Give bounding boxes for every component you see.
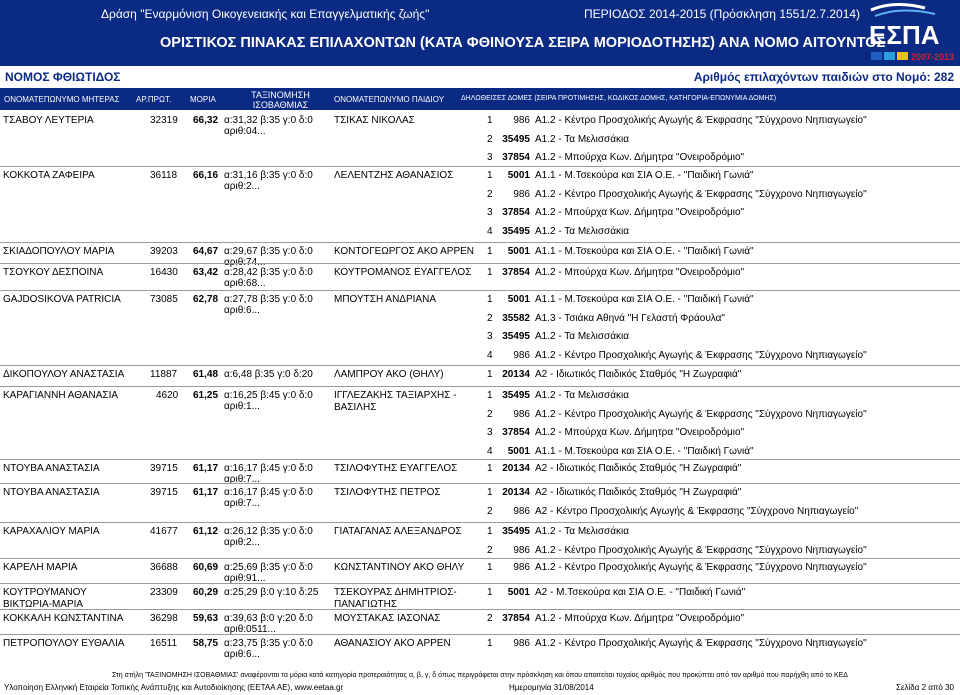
row-divider [0, 263, 960, 264]
pref-order: 1 [487, 390, 493, 401]
mother-name: ΠΕΤΡΟΠΟΥΛΟΥ ΕΥΘΑΛΙΑ [3, 638, 125, 649]
structure-name: Α2 - Ιδιωτικός Παιδικός Σταθμός "Η Ζωγραφιά" [535, 463, 742, 474]
structure-code: 986 [513, 562, 530, 573]
ranking-random: αριθ:0511... [224, 624, 276, 635]
structure-code: 986 [513, 115, 530, 126]
ranking-values: α:16,17 β:45 γ:0 δ:0 [224, 463, 313, 474]
structure-name: Α1.3 - Τσιάκα Αθηνά "Η Γελαστή Φράουλα" [535, 312, 725, 324]
table-header [0, 88, 960, 110]
ranking-random: αριθ:74... [224, 257, 266, 268]
col-child: ΟΝΟΜΑΤΕΠΩΝΥΜΟ ΠΑΙΔΙΟΥ [334, 95, 445, 104]
structure-name: Α1.2 - Κέντρο Προσχολικής Αγωγής & Έκφρασης "Σύγχρονο Νηπιαγωγείο" [535, 408, 867, 420]
pref-order: 4 [487, 350, 493, 362]
child-name: ΜΟΥΣΤΑΚΑΣ ΙΑΣΟΝΑΣ [334, 613, 441, 624]
structure-code: 5001 [507, 246, 530, 257]
pref-order: 1 [487, 294, 493, 305]
row-divider [0, 166, 960, 167]
ranking-values: α:31,32 β:35 γ:0 δ:0 [224, 115, 313, 126]
protocol-number: 39715 [150, 463, 178, 474]
ranking-values: α:27,78 β:35 γ:0 δ:0 [224, 294, 313, 305]
protocol-number: 36688 [150, 562, 178, 573]
col-structures: ΔΗΛΩΘΕΙΣΕΣ ΔΟΜΕΣ (ΣΕΙΡΑ ΠΡΟΤΙΜΗΣΗΣ, ΚΩΔΙΚΟΣ ΔΟΜΗΣ, ΚΑΤΗΓΟΡΙΑ-ΕΠΩΝΥΜΙΑ ΔΟΜΗΣ) [461, 95, 777, 102]
ranking-values: α:25,69 β:35 γ:0 δ:0 [224, 562, 313, 573]
ranking-random: αριθ:04... [224, 126, 266, 137]
ranking-values: α:16,25 β:45 γ:0 δ:0 [224, 390, 313, 401]
protocol-number: 73085 [150, 294, 178, 305]
pref-order: 1 [487, 115, 493, 126]
structure-code: 20134 [502, 463, 530, 474]
structure-name: Α1.1 - Μ.Τσεκούρα και ΣΙΑ Ο.Ε. - "Παιδική Γωνιά" [535, 446, 754, 458]
mother-name: ΝΤΟΥΒΑ ΑΝΑΣΤΑΣΙΑ [3, 463, 100, 474]
col-moria: ΜΟΡΙΑ [190, 95, 216, 104]
moria-score: 66,32 [193, 115, 219, 126]
structure-code: 986 [513, 188, 530, 200]
pref-order: 1 [487, 267, 493, 278]
structure-code: 986 [513, 544, 530, 556]
ranking-values: α:28,42 β:35 γ:0 δ:0 [224, 267, 313, 278]
structure-code: 986 [513, 408, 530, 420]
structure-name: Α1.2 - Κέντρο Προσχολικής Αγωγής & Έκφρασης "Σύγχρονο Νηπιαγωγείο" [535, 544, 867, 556]
moria-score: 63,42 [193, 267, 219, 278]
pref-order: 1 [487, 463, 493, 474]
structure-code: 37854 [502, 207, 530, 219]
child-name: ΜΠΟΥΤΣΗ ΑΝΔΡΙΑΝΑ [334, 294, 436, 305]
child-name: ΤΣΙΛΟΦΥΤΗΣ ΠΕΤΡΟΣ [334, 487, 441, 498]
pref-order: 4 [487, 226, 493, 238]
structure-code: 37854 [502, 613, 530, 624]
children-count: Αριθμός επιλαχόντων παιδιών στο Νομό: 282 [693, 70, 954, 84]
ranking-random: αριθ:2... [224, 537, 260, 548]
ranking-random: αριθ:1... [224, 401, 260, 412]
ranking-random: αριθ:6... [224, 305, 260, 316]
moria-score: 66,16 [193, 170, 219, 181]
row-divider [0, 242, 960, 243]
svg-text:ΕΣΠΑ: ΕΣΠΑ [869, 20, 940, 50]
moria-score: 59,63 [193, 613, 219, 624]
child-name: ΤΣΕΚΟΥΡΑΣ ΔΗΜΗΤΡΙΟΣ-ΠΑΝΑΓΙΩΤΗΣ [334, 587, 457, 610]
ranking-random: αριθ:68... [224, 278, 266, 289]
espa-logo [865, 0, 960, 66]
mother-name: ΚΑΡΑΧΑΛΙΟΥ ΜΑΡΙΑ [3, 526, 100, 537]
footer-date: Ημερομηνία 31/08/2014 [509, 683, 594, 692]
pref-order: 2 [487, 505, 493, 517]
structure-name: Α1.2 - Μπούρχα Κων. Δήμητρα "Ονειροδρόμιο" [535, 207, 745, 219]
structure-name: Α1.2 - Τα Μελισσάκια [535, 526, 629, 537]
structure-code: 37854 [502, 152, 530, 164]
structure-code: 35495 [502, 226, 530, 238]
child-name: ΤΣΙΛΟΦΥΤΗΣ ΕΥΑΓΓΕΛΟΣ [334, 463, 458, 474]
mother-name: ΚΑΡΕΛΗ ΜΑΡΙΑ [3, 562, 78, 573]
structure-code: 35495 [502, 331, 530, 343]
structure-code: 35495 [502, 526, 530, 537]
structure-name: Α1.2 - Κέντρο Προσχολικής Αγωγής & Έκφρασης "Σύγχρονο Νηπιαγωγείο" [535, 115, 867, 126]
row-divider [0, 365, 960, 366]
pref-order: 2 [487, 613, 493, 624]
structure-code: 986 [513, 638, 530, 649]
structure-name: Α1.1 - Μ.Τσεκούρα και ΣΙΑ Ο.Ε. - "Παιδική Γωνιά" [535, 170, 754, 181]
mother-name: ΔΙΚΟΠΟΥΛΟΥ ΑΝΑΣΤΑΣΙΑ [3, 369, 125, 380]
structure-code: 35495 [502, 390, 530, 401]
child-name: ΤΣΙΚΑΣ ΝΙΚΟΛΑΣ [334, 115, 415, 126]
structure-code: 986 [513, 505, 530, 517]
child-name: ΓΙΑΤΑΓΑΝΑΣ ΑΛΕΞΑΝΔΡΟΣ [334, 526, 462, 537]
mother-name: ΝΤΟΥΒΑ ΑΝΑΣΤΑΣΙΑ [3, 487, 100, 498]
structure-code: 5001 [507, 170, 530, 181]
structure-name: Α2 - Ιδιωτικός Παιδικός Σταθμός "Η Ζωγραφιά" [535, 369, 742, 380]
moria-score: 64,67 [193, 246, 219, 257]
structure-code: 35495 [502, 133, 530, 145]
moria-score: 62,78 [193, 294, 219, 305]
structure-code: 5001 [507, 446, 530, 458]
structure-name: Α1.2 - Μπούρχα Κων. Δήμητρα "Ονειροδρόμιο" [535, 427, 745, 439]
pref-order: 4 [487, 446, 493, 458]
protocol-number: 11887 [150, 369, 178, 380]
row-divider [0, 583, 960, 584]
ranking-values: α:23,75 β:35 γ:0 δ:0 [224, 638, 313, 649]
protocol-number: 36118 [150, 170, 178, 181]
ranking-values: α:16,17 β:45 γ:0 δ:0 [224, 487, 313, 498]
period-title: ΠΕΡΙΟΔΟΣ 2014-2015 (Πρόσκληση 1551/2.7.2014) [584, 7, 861, 21]
ranking-values: α:26,12 β:35 γ:0 δ:0 [224, 526, 313, 537]
pref-order: 3 [487, 331, 493, 343]
mother-name: ΚΟΚΚΟΤΑ ΖΑΦΕΙΡΑ [3, 170, 95, 181]
pref-order: 1 [487, 587, 493, 598]
col-mother: ΟΝΟΜΑΤΕΠΩΝΥΜΟ ΜΗΤΕΡΑΣ [4, 95, 120, 104]
footer-page: Σελίδα 2 από 30 [896, 683, 954, 692]
page-title: ΟΡΙΣΤΙΚΟΣ ΠΙΝΑΚΑΣ ΕΠΙΛΑΧΟΝΤΩΝ (ΚΑΤΑ ΦΘΙΝΟΥΣΑ ΣΕΙΡΑ ΜΟΡΙΟΔΟΤΗΣΗΣ) ΑΝΑ ΝΟΜΟ ΑΙΤΟΥΝΤΟΣ [160, 35, 886, 51]
pref-order: 3 [487, 152, 493, 164]
pref-order: 1 [487, 526, 493, 537]
pref-order: 1 [487, 170, 493, 181]
row-divider [0, 290, 960, 291]
row-divider [0, 609, 960, 610]
protocol-number: 36298 [150, 613, 178, 624]
mother-name: ΣΚΙΑΔΟΠΟΥΛΟΥ ΜΑΡΙΑ [3, 246, 115, 257]
col-ranking: ΤΑΞΙΝΟΜΗΣΗ ΙΣΟΒΑΘΜΙΑΣ [251, 90, 310, 110]
pref-order: 3 [487, 207, 493, 219]
structure-code: 37854 [502, 267, 530, 278]
structure-code: 986 [513, 350, 530, 362]
moria-score: 61,12 [193, 526, 219, 537]
moria-score: 61,17 [193, 463, 219, 474]
mother-name: ΚΑΡΑΓΙΑΝΝΗ ΑΘΑΝΑΣΙΑ [3, 390, 119, 401]
structure-code: 5001 [507, 294, 530, 305]
structure-name: Α2 - Κέντρο Προσχολικής Αγωγής & Έκφρασης "Σύγχρονο Νηπιαγωγείο" [535, 505, 859, 517]
mother-name: ΚΟΚΚΑΛΗ ΚΩΝΣΤΑΝΤΙΝΑ [3, 613, 124, 624]
child-name: ΙΓΓΛΕΖΑΚΗΣ ΤΑΞΙΑΡΧΗΣ - ΒΑΣΙΛΗΣ [334, 390, 457, 413]
mother-name: GAJDOSIKOVA PATRICIA [3, 294, 121, 305]
structure-code: 35582 [502, 312, 530, 324]
nomos-bar [0, 66, 960, 88]
structure-name: Α2 - Μ.Τσεκούρα και ΣΙΑ Ο.Ε. - "Παιδική Γωνιά" [535, 587, 746, 598]
svg-text:2007-2013: 2007-2013 [911, 52, 955, 62]
ranking-values: α:39,63 β:0 γ:20 δ:0 [224, 613, 313, 624]
structure-code: 5001 [507, 587, 530, 598]
program-title: Δράση "Εναρμόνιση Οικογενειακής και Επαγγελματικής ζωής" [101, 7, 430, 21]
protocol-number: 39203 [150, 246, 178, 257]
mother-name: ΚΟΥΤΡΟΥΜΑΝΟΥ ΒΙΚΤΩΡΙΑ-ΜΑΡΙΑ [3, 587, 87, 610]
ranking-random: αριθ:2... [224, 181, 260, 192]
structure-name: Α1.1 - Μ.Τσεκούρα και ΣΙΑ Ο.Ε. - "Παιδική Γωνιά" [535, 246, 754, 257]
row-divider [0, 459, 960, 460]
child-name: ΚΟΝΤΟΓΕΩΡΓΟΣ ΑΚΟ ΑΡΡΕΝ [334, 246, 475, 257]
pref-order: 3 [487, 427, 493, 439]
structure-name: Α1.2 - Τα Μελισσάκια [535, 226, 629, 238]
ranking-random: αριθ:7... [224, 474, 260, 485]
moria-score: 61,48 [193, 369, 219, 380]
pref-order: 2 [487, 133, 493, 145]
ranking-values: α:31,16 β:35 γ:0 δ:0 [224, 170, 313, 181]
protocol-number: 41677 [150, 526, 178, 537]
row-divider [0, 386, 960, 387]
moria-score: 58,75 [193, 638, 219, 649]
structure-code: 20134 [502, 369, 530, 380]
child-name: ΚΟΥΤΡΟΜΑΝΟΣ ΕΥΑΓΓΕΛΟΣ [334, 267, 472, 278]
structure-name: Α1.2 - Τα Μελισσάκια [535, 133, 629, 145]
ranking-random: αριθ:7... [224, 498, 260, 509]
pref-order: 1 [487, 562, 493, 573]
pref-order: 2 [487, 408, 493, 420]
col-protocol: ΑΡ.ΠΡΩΤ. [136, 95, 172, 104]
row-divider [0, 483, 960, 484]
structure-name: Α1.2 - Τα Μελισσάκια [535, 390, 629, 401]
structure-name: Α1.2 - Τα Μελισσάκια [535, 331, 629, 343]
protocol-number: 39715 [150, 487, 178, 498]
mother-name: ΤΣΟΥΚΟΥ ΔΕΣΠΟΙΝΑ [3, 267, 104, 278]
nomos-name: ΝΟΜΟΣ ΦΘΙΩΤΙΔΟΣ [5, 70, 121, 84]
moria-score: 61,17 [193, 487, 219, 498]
ranking-values: α:6,48 β:35 γ:0 δ:20 [224, 369, 313, 380]
pref-order: 2 [487, 312, 493, 324]
pref-order: 2 [487, 544, 493, 556]
pref-order: 2 [487, 188, 493, 200]
structure-name: Α2 - Ιδιωτικός Παιδικός Σταθμός "Η Ζωγραφιά" [535, 487, 742, 498]
moria-score: 61,25 [193, 390, 219, 401]
child-name: ΛΕΛΕΝΤΖΗΣ ΑΘΑΝΑΣΙΟΣ [334, 170, 454, 181]
child-name: ΑΘΑΝΑΣΙΟΥ ΑΚΟ ΑΡΡΕΝ [334, 638, 451, 649]
pref-order: 1 [487, 246, 493, 257]
ranking-values: α:25,29 β:0 γ:10 δ:25 [224, 587, 319, 598]
child-name: ΛΑΜΠΡΟΥ ΑΚΟ (ΘΗΛΥ) [334, 369, 444, 380]
protocol-number: 16511 [150, 638, 178, 649]
protocol-number: 4620 [156, 390, 179, 401]
ranking-random: αριθ:6... [224, 649, 260, 660]
structure-name: Α1.2 - Μπούρχα Κων. Δήμητρα "Ονειροδρόμιο" [535, 613, 745, 624]
top-banner [0, 0, 960, 66]
moria-score: 60,29 [193, 587, 219, 598]
structure-name: Α1.2 - Κέντρο Προσχολικής Αγωγής & Έκφρασης "Σύγχρονο Νηπιαγωγείο" [535, 350, 867, 362]
ranking-random: αριθ:91... [224, 573, 266, 584]
row-divider [0, 522, 960, 523]
row-divider [0, 634, 960, 635]
footer-note: Στη στήλη 'ΤΑΞΙΝΟΜΗΣΗ ΙΣΟΒΑΘΜΙΑΣ' αναφέρονται τα μόρια κατά κατηγορία προτεραιότητας α, β, γ, δ όπως περιγράφεται στην πρόσκληση και όπου απαιτείται τυχαίος αριθμός που προκύπτει από τον αριθμό που παρήχθη από το ΚΕΔ [112, 672, 848, 679]
ranking-values: α:29,67 β:35 γ:0 δ:0 [224, 246, 313, 257]
structure-name: Α1.2 - Κέντρο Προσχολικής Αγωγής & Έκφρασης "Σύγχρονο Νηπιαγωγείο" [535, 562, 867, 573]
structure-code: 20134 [502, 487, 530, 498]
pref-order: 1 [487, 487, 493, 498]
structure-name: Α1.2 - Μπούρχα Κων. Δήμητρα "Ονειροδρόμιο" [535, 152, 745, 164]
protocol-number: 16430 [150, 267, 178, 278]
pref-order: 1 [487, 369, 493, 380]
protocol-number: 32319 [150, 115, 178, 126]
structure-code: 37854 [502, 427, 530, 439]
footer-org: Υλοποίηση Ελληνική Εταιρεία Τοπικής Ανάπτυξης και Αυτοδιοίκησης (ΕΕΤΑΑ ΑΕ), www.eetaa.gr [4, 683, 344, 692]
pref-order: 1 [487, 638, 493, 649]
structure-name: Α1.2 - Κέντρο Προσχολικής Αγωγής & Έκφρασης "Σύγχρονο Νηπιαγωγείο" [535, 188, 867, 200]
row-divider [0, 558, 960, 559]
structure-name: Α1.1 - Μ.Τσεκούρα και ΣΙΑ Ο.Ε. - "Παιδική Γωνιά" [535, 294, 754, 305]
structure-name: Α1.2 - Μπούρχα Κων. Δήμητρα "Ονειροδρόμιο" [535, 267, 745, 278]
moria-score: 60,69 [193, 562, 219, 573]
mother-name: ΤΣΑΒΟΥ ΛΕΥΤΕΡΙΑ [3, 115, 94, 126]
structure-name: Α1.2 - Κέντρο Προσχολικής Αγωγής & Έκφρασης "Σύγχρονο Νηπιαγωγείο" [535, 638, 867, 649]
child-name: ΚΩΝΣΤΑΝΤΙΝΟΥ ΑΚΟ ΘΗΛΥ [334, 562, 465, 573]
protocol-number: 23309 [150, 587, 178, 598]
